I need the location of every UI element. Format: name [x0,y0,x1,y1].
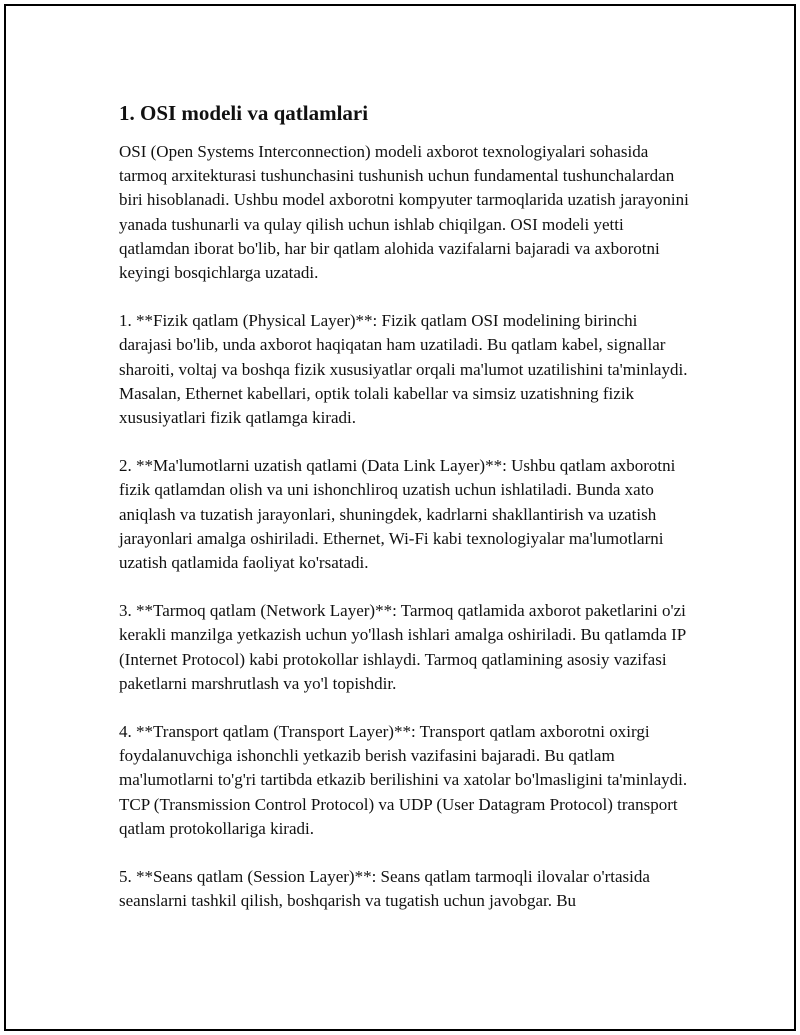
document-page [4,4,796,1031]
intro-paragraph: OSI (Open Systems Interconnection) modeli axborot texnologiyalari sohasida tarmoq arxitekturasi tushunchasini tushunish uchun fundamental tushunchalardan biri hisoblanadi. Ushbu model axborotni kompyuter tarmoqlarida uzatish jarayonini yanada tushunarli va qulay qilish uchun ishlab chiqilgan. OSI modeli yetti qatlamdan iborat bo'lib, har bir qatlam alohida vazifalarni bajaradi va axborotni keyingi bosqichlarga uzatadi. [119,142,689,283]
network-layer-paragraph: 3. **Tarmoq qatlam (Network Layer)**: Tarmoq qatlamida axborot paketlarini o'zi kerakli manzilga yetkazish uchun yo'llash ishlari amalga oshiriladi. Bu qatlamda IP (Internet Protocol) kabi protokollar ishlaydi. Tarmoq qatlamining asosiy vazifasi paketlarni marshrutlash va yo'l topishdir. [119,601,686,693]
document-content [119,100,694,937]
transport-layer-paragraph: 4. **Transport qatlam (Transport Layer)**: Transport qatlam axborotni oxirgi foydalanuvchiga ishonchli yetkazib berish vazifasini bajaradi. Bu qatlam ma'lumotlarni to'g'ri tartibda etkazib berilishini va xatolar bo'lmasligini ta'minlaydi. TCP (Transmission Control Protocol) va UDP (User Datagram Protocol) transport qatlam protokollariga kiradi. [119,722,688,838]
physical-layer-paragraph: 1. **Fizik qatlam (Physical Layer)**: Fizik qatlam OSI modelining birinchi darajasi bo'lib, unda axborot haqiqatan ham uzatiladi. Bu qatlam kabel, signallar sharoiti, voltaj va boshqa fizik xususiyatlar orqali ma'lumot uzatilishini ta'minlaydi. Masalan, Ethernet kabellari, optik tolali kabellar va simsiz uzatishning fizik xususiyatlari fizik qatlamga kiradi. [119,311,688,428]
session-layer-paragraph: 5. **Seans qatlam (Session Layer)**: Seans qatlam tarmoqli ilovalar o'rtasida seanslarni tashkil qilish, boshqarish va tugatish uchun javobgar. Bu [119,867,650,911]
data-link-layer-paragraph: 2. **Ma'lumotlarni uzatish qatlami (Data Link Layer)**: Ushbu qatlam axborotni fizik qatlamdan olish va uni ishonchliroq uzatish uchun ishlatiladi. Bunda xato aniqlash va tuzatish jarayonlari, shuningdek, kadrlarni shakllantirish va uzatish jarayonlari amalga oshiriladi. Ethernet, Wi-Fi kabi texnologiyalar ma'lumotlarni uzatish qatlamida faoliyat ko'rsatadi. [119,456,676,573]
section-heading: 1. OSI modeli va qatlamlari [119,101,369,125]
